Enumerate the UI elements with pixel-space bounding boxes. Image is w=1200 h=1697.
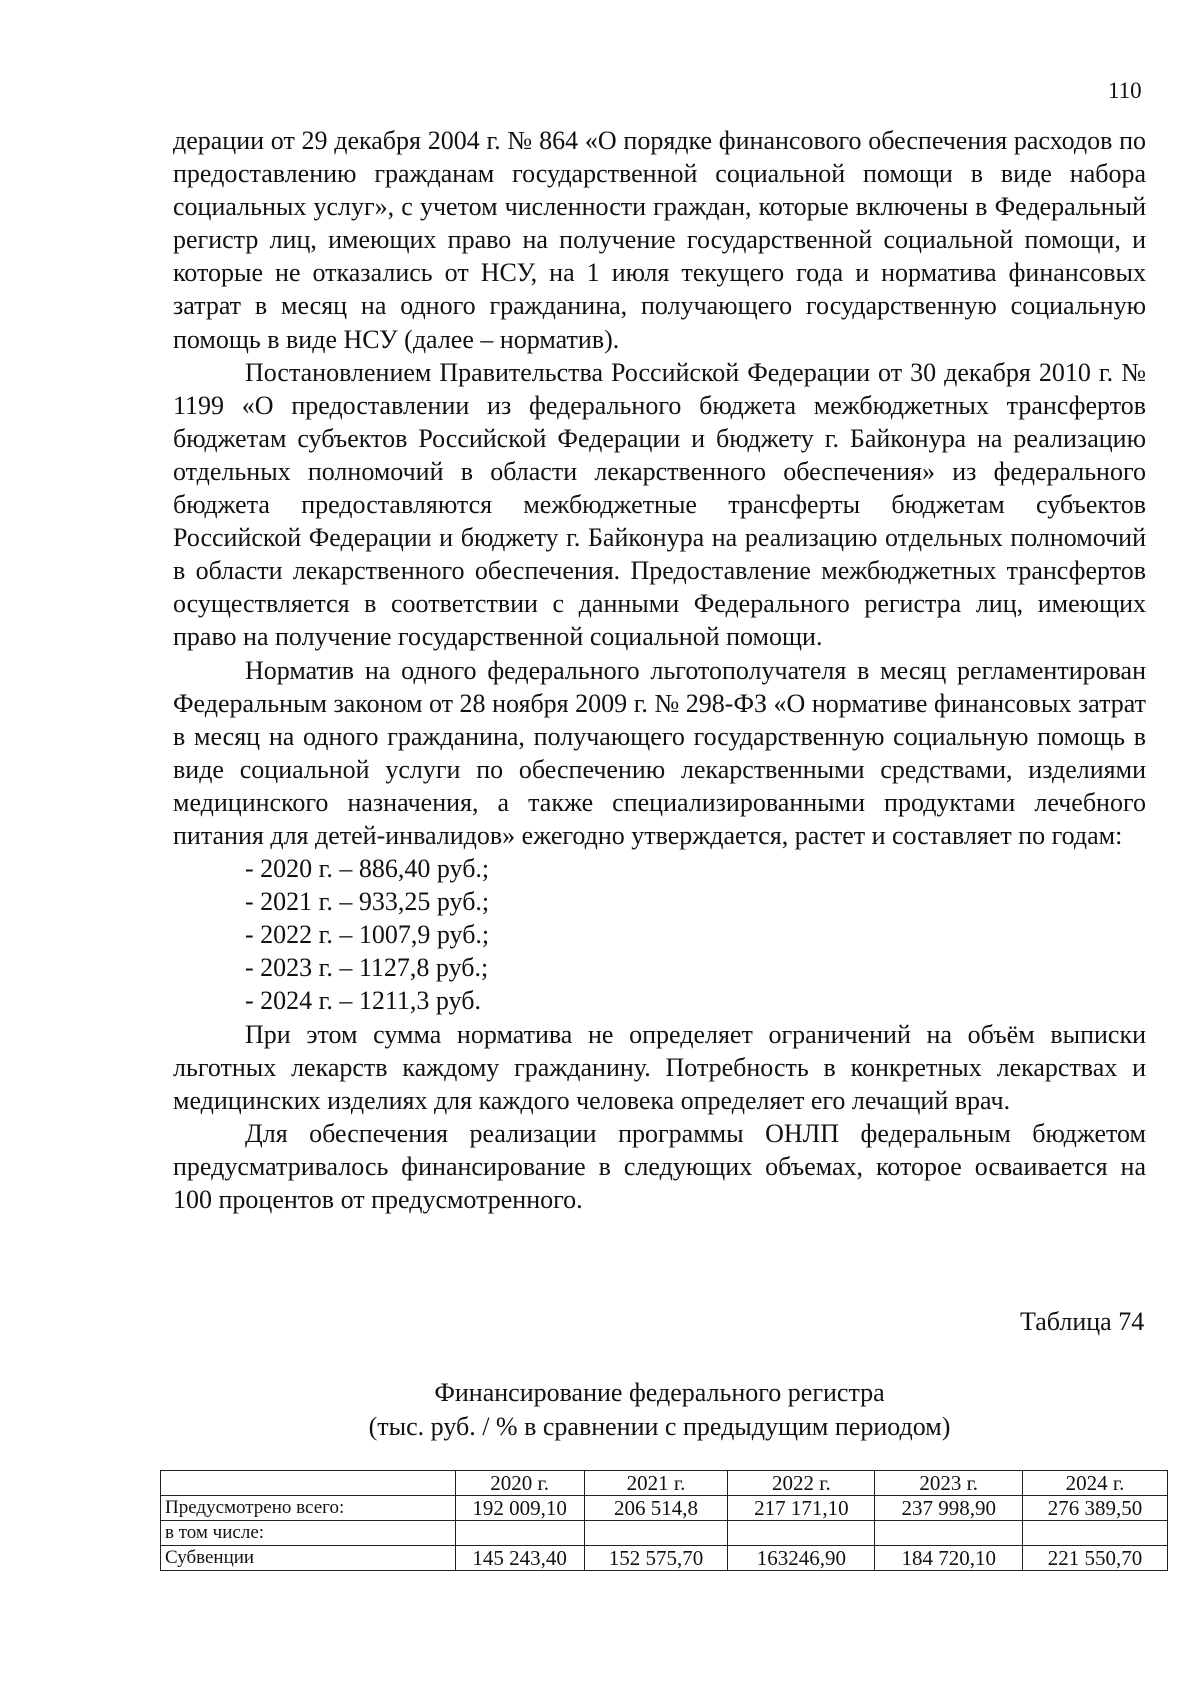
header-cell: 2020 г.	[455, 1471, 584, 1496]
row-label: в том числе:	[161, 1521, 456, 1546]
table-subtitle-line: (тыс. руб. / % в сравнении с предыдущим периодом)	[368, 1412, 951, 1441]
table-cell	[875, 1521, 1023, 1546]
paragraph-5: Для обеспечения реализации программы ОНЛП федеральным бюджетом предусматривалось финансирование в следующих объемах, которое осваивается на 100 процентов от предусмотренного.	[173, 1118, 1146, 1214]
norm-list	[173, 852, 1146, 1017]
page-number: 110	[1108, 78, 1142, 103]
list-item: - 2024 г. – 1211,3 руб.	[245, 986, 481, 1016]
financing-table	[160, 1470, 1168, 1571]
header-cell: 2024 г.	[1023, 1471, 1168, 1496]
table-cell: 163246,90	[728, 1546, 875, 1571]
paragraph-1: дерации от 29 декабря 2004 г. № 864 «О порядке финансового обеспечения расходов по предоставлению гражданам государственной социальной помощи в виде набора социальных услуг», с учетом численности граждан, которые включены в Федеральный регистр лиц, имеющих право на получение государственной социальной помощи, и которые не отказались от НСУ, на 1 июля текущего года и норматива финансовых затрат в месяц на одного гражданина, получающего государственную социальную помощь в виде НСУ (далее – норматив).	[173, 126, 1146, 354]
list-item: - 2021 г. – 933,25 руб.;	[245, 887, 490, 917]
table-row	[161, 1546, 1168, 1571]
table-cell: 276 389,50	[1023, 1496, 1168, 1521]
table-title-line: Финансирование федерального регистра	[434, 1378, 885, 1407]
paragraph-4: При этом сумма норматива не определяет ограничений на объём выписки льготных лекарств каждому гражданину. Потребность в конкретных лекарствах и медицинских изделиях для каждого человека определяет его лечащий врач.	[173, 1019, 1146, 1115]
table-cell: 206 514,8	[584, 1496, 728, 1521]
table-row	[161, 1521, 1168, 1546]
row-label: Субвенции	[161, 1546, 456, 1571]
table-cell	[455, 1521, 584, 1546]
table-cell: 145 243,40	[455, 1546, 584, 1571]
table-cell	[728, 1521, 875, 1546]
table-cell: 237 998,90	[875, 1496, 1023, 1521]
list-item: - 2022 г. – 1007,9 руб.;	[245, 920, 490, 950]
table-cell: 192 009,10	[455, 1496, 584, 1521]
paragraph-3: Норматив на одного федерального льготополучателя в месяц регламентирован Федеральным законом от 28 ноября 2009 г. № 298-ФЗ «О нормативе финансовых затрат в месяц на одного гражданина, получающего государственную социальную помощь в виде социальной услуги по обеспечению лекарственными средствами, изделиями медицинского назначения, а также специализированными продуктами лечебного питания для детей-инвалидов» ежегодно утверждается, растет и составляет по годам:	[173, 655, 1146, 850]
table-header-row	[161, 1471, 1168, 1496]
table-cell: 217 171,10	[728, 1496, 875, 1521]
paragraph-2: Постановлением Правительства Российской Федерации от 30 декабря 2010 г. № 1199 «О предоставлении из федерального бюджета межбюджетных трансфертов бюджетам субъектов Российской Федерации и бюджету г. Байконура на реализацию отдельных полномочий в области лекарственного обеспечения» из федерального бюджета предоставляются межбюджетные трансферты бюджетам субъектов Российской Федерации и бюджету г. Байконура на реализацию отдельных полномочий в области лекарственного обеспечения. Предоставление межбюджетных трансфертов осуществляется в соответствии с данными Федерального регистра лиц, имеющих право на получение государственной социальной помощи.	[173, 357, 1146, 652]
document-body	[173, 124, 1146, 1216]
row-label: Предусмотрено всего:	[161, 1496, 456, 1521]
header-cell: 2022 г.	[728, 1471, 875, 1496]
header-cell: 2021 г.	[584, 1471, 728, 1496]
table-cell: 184 720,10	[875, 1546, 1023, 1571]
table-cell: 221 550,70	[1023, 1546, 1168, 1571]
header-cell	[161, 1471, 456, 1496]
header-cell: 2023 г.	[875, 1471, 1023, 1496]
table-number: Таблица 74	[1020, 1307, 1145, 1336]
table-cell: 152 575,70	[584, 1546, 728, 1571]
table-title	[173, 1376, 1146, 1444]
list-item: - 2023 г. – 1127,8 руб.;	[245, 953, 489, 983]
list-item: - 2020 г. – 886,40 руб.;	[245, 854, 490, 884]
table-cell	[1023, 1521, 1168, 1546]
table-row	[161, 1496, 1168, 1521]
table-cell	[584, 1521, 728, 1546]
